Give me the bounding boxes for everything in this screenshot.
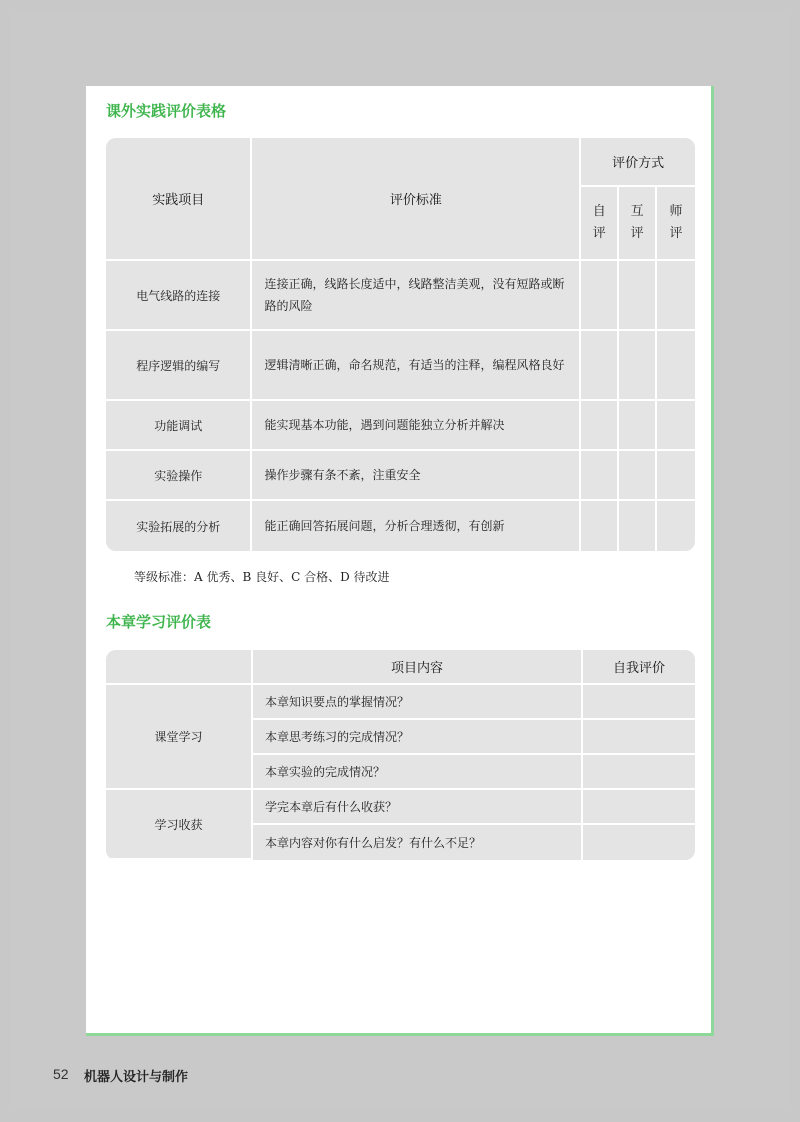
header-empty <box>106 650 253 685</box>
table-header-row <box>106 138 695 187</box>
header-peer-evaluation: 互 评 <box>619 187 657 261</box>
teacher-eval-cell[interactable] <box>657 451 695 501</box>
row-project: 功能调试 <box>106 401 252 451</box>
row-project: 实验拓展的分析 <box>106 501 252 551</box>
peer-eval-cell[interactable] <box>619 331 657 401</box>
self-eval-cell[interactable] <box>583 755 695 790</box>
self-eval-cell[interactable] <box>583 790 695 825</box>
row-project: 程序逻辑的编写 <box>106 331 252 401</box>
header-evaluation-method: 评价方式 <box>581 138 695 187</box>
self-eval-cell[interactable] <box>581 261 619 331</box>
peer-eval-cell[interactable] <box>619 451 657 501</box>
section-title-practice-evaluation: 课外实践评价表格 <box>106 102 227 120</box>
header-evaluation-criteria: 评价标准 <box>252 138 581 261</box>
table-row <box>106 261 695 331</box>
self-eval-cell[interactable] <box>583 825 695 860</box>
teacher-eval-cell[interactable] <box>657 401 695 451</box>
peer-eval-cell[interactable] <box>619 401 657 451</box>
table-row <box>106 451 695 501</box>
teacher-eval-cell[interactable] <box>657 501 695 551</box>
grade-standard-note: 等级标准：A 优秀、B 良好、C 合格、D 待改进 <box>134 570 390 584</box>
row-criteria: 能实现基本功能，遇到问题能独立分析并解决 <box>252 401 581 451</box>
table-row <box>106 501 695 551</box>
item-content: 本章知识要点的掌握情况？ <box>253 685 583 720</box>
item-content: 本章思考练习的完成情况？ <box>253 720 583 755</box>
self-eval-cell[interactable] <box>581 451 619 501</box>
chapter-evaluation-table <box>106 650 695 860</box>
group-label: 学习收获 <box>106 790 253 860</box>
table-row <box>106 401 695 451</box>
peer-eval-cell[interactable] <box>619 261 657 331</box>
section-title-chapter-evaluation: 本章学习评价表 <box>106 613 212 631</box>
book-title: 机器人设计与制作 <box>84 1070 189 1085</box>
row-project: 电气线路的连接 <box>106 261 252 331</box>
item-content: 本章内容对你有什么启发？有什么不足？ <box>253 825 583 860</box>
peer-eval-cell[interactable] <box>619 501 657 551</box>
row-criteria: 连接正确，线路长度适中，线路整洁美观，没有短路或断路的风险 <box>252 261 581 331</box>
row-criteria: 逻辑清晰正确，命名规范，有适当的注释，编程风格良好 <box>252 331 581 401</box>
page-number: 52 <box>53 1066 69 1082</box>
document-page <box>86 86 714 1036</box>
group-label: 课堂学习 <box>106 685 253 790</box>
item-content: 学完本章后有什么收获？ <box>253 790 583 825</box>
self-eval-cell[interactable] <box>581 331 619 401</box>
practice-evaluation-table <box>106 138 695 551</box>
header-teacher-evaluation: 师 评 <box>657 187 695 261</box>
row-criteria: 能正确回答拓展问题，分析合理透彻，有创新 <box>252 501 581 551</box>
self-eval-cell[interactable] <box>581 401 619 451</box>
header-self-evaluation: 自我评价 <box>583 650 695 685</box>
table-row <box>106 685 695 720</box>
header-item-content: 项目内容 <box>253 650 583 685</box>
teacher-eval-cell[interactable] <box>657 331 695 401</box>
row-criteria: 操作步骤有条不紊，注重安全 <box>252 451 581 501</box>
self-eval-cell[interactable] <box>583 720 695 755</box>
teacher-eval-cell[interactable] <box>657 261 695 331</box>
table-row <box>106 331 695 401</box>
table-row <box>106 790 695 825</box>
header-practice-project: 实践项目 <box>106 138 252 261</box>
table-header-row <box>106 650 695 685</box>
self-eval-cell[interactable] <box>581 501 619 551</box>
self-eval-cell[interactable] <box>583 685 695 720</box>
row-project: 实验操作 <box>106 451 252 501</box>
header-self-evaluation: 自 评 <box>581 187 619 261</box>
item-content: 本章实验的完成情况？ <box>253 755 583 790</box>
